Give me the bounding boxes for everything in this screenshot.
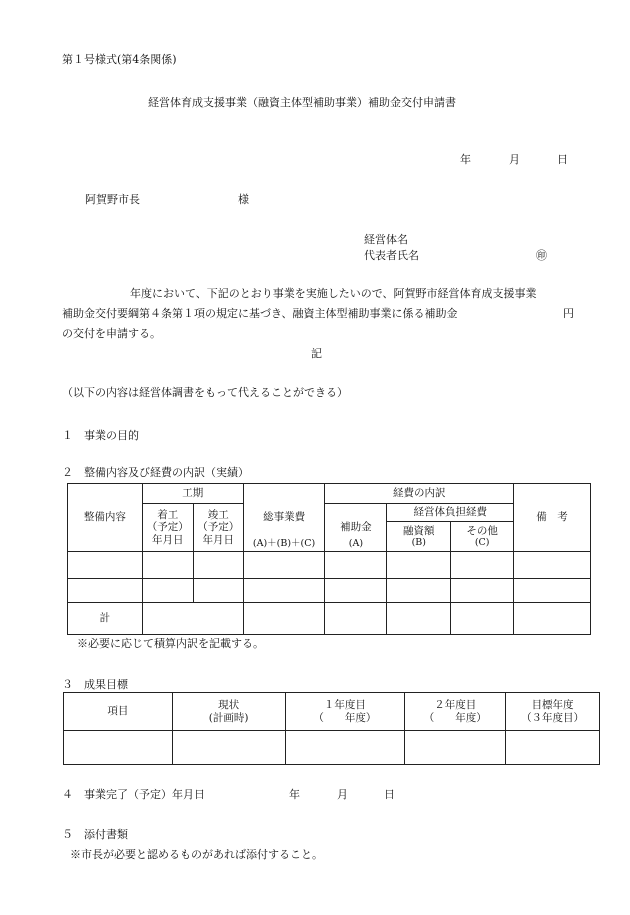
header-kouki: 工期	[142, 484, 243, 504]
header-year-1: １年度目 （ 年度）	[285, 693, 405, 731]
header-koumoku: 項目	[64, 693, 173, 731]
section-4-heading: ４ 事業完了（予定）年月日	[62, 788, 205, 801]
seal-mark: ㊞	[536, 249, 547, 262]
representative-label: 代表者氏名	[364, 249, 419, 262]
table-row	[64, 731, 600, 765]
header-keihi: 経費の内訳	[325, 484, 514, 504]
date-year: 年	[460, 153, 471, 166]
header-yushi	[387, 522, 451, 552]
completion-year: 年	[289, 788, 300, 801]
header-hojo-label: 補助金	[340, 521, 372, 534]
header-sonota-c: (C)	[474, 537, 490, 549]
section-2-heading: ２ 整備内容及び経費の内訳（実績）	[62, 466, 249, 479]
header-seibi: 整備内容	[68, 484, 143, 552]
header-target-year: 目標年度 （３年度目）	[506, 693, 600, 731]
table-1-note: ※必要に応じて積算内訳を記載する。	[77, 637, 264, 650]
header-sojigyo-label: 総事業費	[263, 511, 306, 524]
total-row	[68, 602, 591, 634]
section-5-heading: ５ 添付書類	[62, 828, 128, 841]
header-sojigyo-formula: (A)＋(B)＋(C)	[252, 538, 316, 550]
completion-day: 日	[384, 788, 395, 801]
header-year-2: ２年度目 （ 年度）	[405, 693, 506, 731]
section-3-heading: ３ 成果目標	[62, 678, 128, 691]
attachment-note: ※市長が必要と認めるものがあれば添付すること。	[70, 848, 323, 861]
table-row	[68, 578, 591, 602]
ki-heading: 記	[311, 347, 322, 360]
header-shunko: 竣工 （予定） 年月日	[193, 504, 243, 552]
header-yushi-b: (B)	[411, 537, 426, 549]
table-row	[68, 552, 591, 578]
header-yushi-label: 融資額	[403, 524, 435, 537]
header-sonota-label: その他	[466, 524, 498, 537]
note-substitute: （以下の内容は経営体調書をもって代えることができる）	[62, 386, 348, 399]
addressee-honorific: 様	[238, 193, 249, 206]
body-line-2: 補助金交付要綱第４条第１項の規定に基づき、融資主体型補助事業に係る補助金	[62, 307, 458, 320]
outcome-targets-table	[63, 692, 600, 765]
addressee: 阿賀野市長	[85, 193, 140, 206]
body-line-1: 年度において、下記のとおり事業を実施したいので、阿賀野市経営体育成支援事業	[130, 287, 537, 300]
header-biko: 備 考	[514, 484, 591, 552]
yen-unit: 円	[563, 307, 574, 320]
header-genjo: 現状 (計画時)	[172, 693, 285, 731]
header-hojo	[325, 504, 387, 552]
header-sonota	[451, 522, 514, 552]
cost-breakdown-table	[67, 483, 591, 635]
header-chakko: 着工 （予定） 年月日	[142, 504, 193, 552]
body-line-3: の交付を申請する。	[62, 327, 161, 340]
header-hojo-a: (A)	[348, 538, 364, 550]
header-sojigyo	[243, 484, 325, 552]
date-day: 日	[557, 153, 568, 166]
form-number: 第１号様式(第4条関係)	[62, 53, 177, 66]
header-futan: 経営体負担経費	[387, 504, 514, 522]
completion-month: 月	[337, 788, 348, 801]
org-name-label: 経営体名	[364, 233, 408, 246]
document-title: 経営体育成支援事業（融資主体型補助事業）補助金交付申請書	[148, 96, 456, 109]
date-month: 月	[509, 153, 520, 166]
section-1-heading: １ 事業の目的	[62, 429, 139, 442]
total-label: 計	[68, 602, 143, 634]
